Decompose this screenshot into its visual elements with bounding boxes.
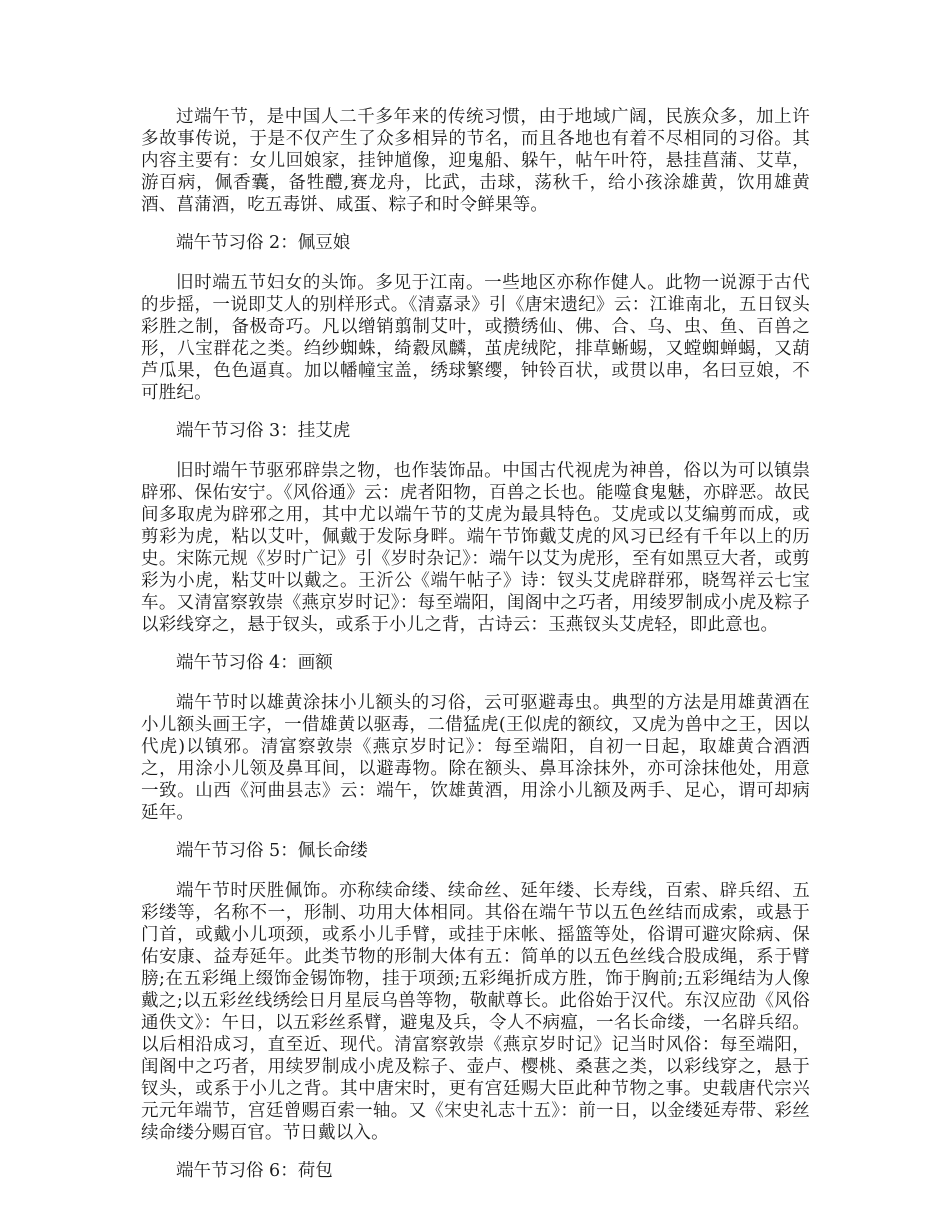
section-heading-5: 端午节习俗 5：佩长命缕 [176, 841, 368, 861]
paragraph-section-2: 旧时端五节妇女的头饰。多见于江南。一些地区亦称作健人。此物一说源于古代的步摇，一说即艾人的别样形式。《清嘉录》引《唐宋遗纪》云：江谁南北，五日钗头彩胜之制，备极奇巧。凡以缯销翦制艾叶，或攒绣仙、佛、合、乌、虫、鱼、百兽之形，八宝群花之类。绉纱蜘蛛，绮縠凤麟，茧虎绒陀，排草蜥蜴，又螳蜘蝉蝎，又葫芦瓜果，色色逼真。加以幡幢宝盖，绣球繁缨，钟铃百状，或贯以串，名曰豆娘，不可胜纪。 [141, 273, 810, 403]
paragraph-intro: 过端午节，是中国人二千多年来的传统习惯，由于地域广阔，民族众多，加上许多故事传说，于是不仅产生了众多相异的节名，而且各地也有着不尽相同的习俗。其内容主要有：女儿回娘家，挂钟馗像，迎鬼船、躲午，帖午叶符，悬挂菖蒲、艾草，游百病，佩香囊，备牲醴,赛龙舟，比武，击球，荡秋千，给小孩涂雄黄，饮用雄黄酒、菖蒲酒，吃五毒饼、咸蛋、粽子和时令鲜果等。 [141, 107, 810, 215]
section-heading-6: 端午节习俗 6：荷包 [176, 1161, 333, 1181]
paragraph-section-4: 端午节时以雄黄涂抹小儿额头的习俗，云可驱避毒虫。典型的方法是用雄黄酒在小儿额头画王字，一借雄黄以驱毒，二借猛虎(王似虎的额纹，又虎为兽中之王，因以代虎)以镇邪。清富察敦崇《燕京岁时记》：每至端阳，自初一日起，取雄黄合酒洒之，用涂小儿领及鼻耳间，以避毒物。除在额头、鼻耳涂抹外，亦可涂抹他处，用意一致。山西《河曲县志》云：端午，饮雄黄酒，用涂小儿额及两手、足心，谓可却病延年。 [141, 693, 810, 823]
spacer [141, 404, 810, 420]
paragraph-section-3: 旧时端午节驱邪辟祟之物，也作装饰品。中国古代视虎为神兽，俗以为可以镇祟辟邪、保佑安宁。《风俗通》云：虎者阳物，百兽之长也。能噬食鬼魅，亦辟恶。故民间多取虎为辟邪之用，其中尤以端午节的艾虎为最具特色。艾虎或以艾编剪而成，或剪彩为虎，粘以艾叶，佩戴于发际身畔。端午节饰戴艾虎的风习已经有千年以上的历史。宋陈元规《岁时广记》引《岁时杂记》：端午以艾为虎形，至有如黑豆大者，或剪彩为小虎，粘艾叶以戴之。王沂公《端午帖子》诗：钗头艾虎辟群邪，晓驾祥云七宝车。又清富察敦崇《燕京岁时记》：每至端阳，闺阁中之巧者，用绫罗制成小虎及粽子以彩线穿之，悬于钗头，或系于小儿之背，古诗云：玉燕钗头艾虎轻，即此意也。 [141, 461, 810, 635]
spacer [141, 442, 810, 460]
spacer [141, 216, 810, 232]
spacer [141, 674, 810, 692]
spacer [141, 254, 810, 272]
paragraph-section-5: 端午节时厌胜佩饰。亦称续命缕、续命丝、延年缕、长寿线，百索、辟兵绍、五彩缕等，名称不一，形制、功用大体相同。其俗在端午节以五色丝结而成索，或悬于门首，或戴小儿项颈，或系小儿手臂，或挂于床帐、摇篮等处，俗谓可避灾除病、保佑安康、益寿延年。此类节物的形制大体有五：简单的以五色丝线合股成绳，系于臂膀;在五彩绳上缀饰金锡饰物，挂于项颈;五彩绳折成方胜，饰于胸前;五彩绳结为人像戴之;以五彩丝线绣绘日月星辰乌兽等物，敬献尊长。此俗始于汉代。东汉应劭《风俗通佚文》：午日，以五彩丝系臂，避鬼及兵，令人不病瘟，一名长命缕，一名辟兵绍。以后相沿成习，直至近、现代。清富察敦崇《燕京岁时记》记当时风俗：每至端阳，闺阁中之巧者，用续罗制成小虎及粽子、壶卢、樱桃、桑葚之类，以彩线穿之，悬于钗头，或系于小儿之背。其中唐宋时，更有宫廷赐大臣此种节物之事。史载唐代宗兴元元年端节，宫廷曾赐百索一轴。又《宋史礼志十五》：前一日，以金缕延寿带、彩丝续命缕分赐百官。节日戴以入。 [141, 881, 810, 1143]
spacer [141, 636, 810, 652]
spacer [141, 862, 810, 880]
spacer [141, 824, 810, 840]
spacer [141, 1144, 810, 1160]
section-heading-3: 端午节习俗 3：挂艾虎 [176, 421, 351, 441]
section-heading-4: 端午节习俗 4：画额 [176, 653, 333, 673]
section-heading-2: 端午节习俗 2：佩豆娘 [176, 233, 351, 253]
